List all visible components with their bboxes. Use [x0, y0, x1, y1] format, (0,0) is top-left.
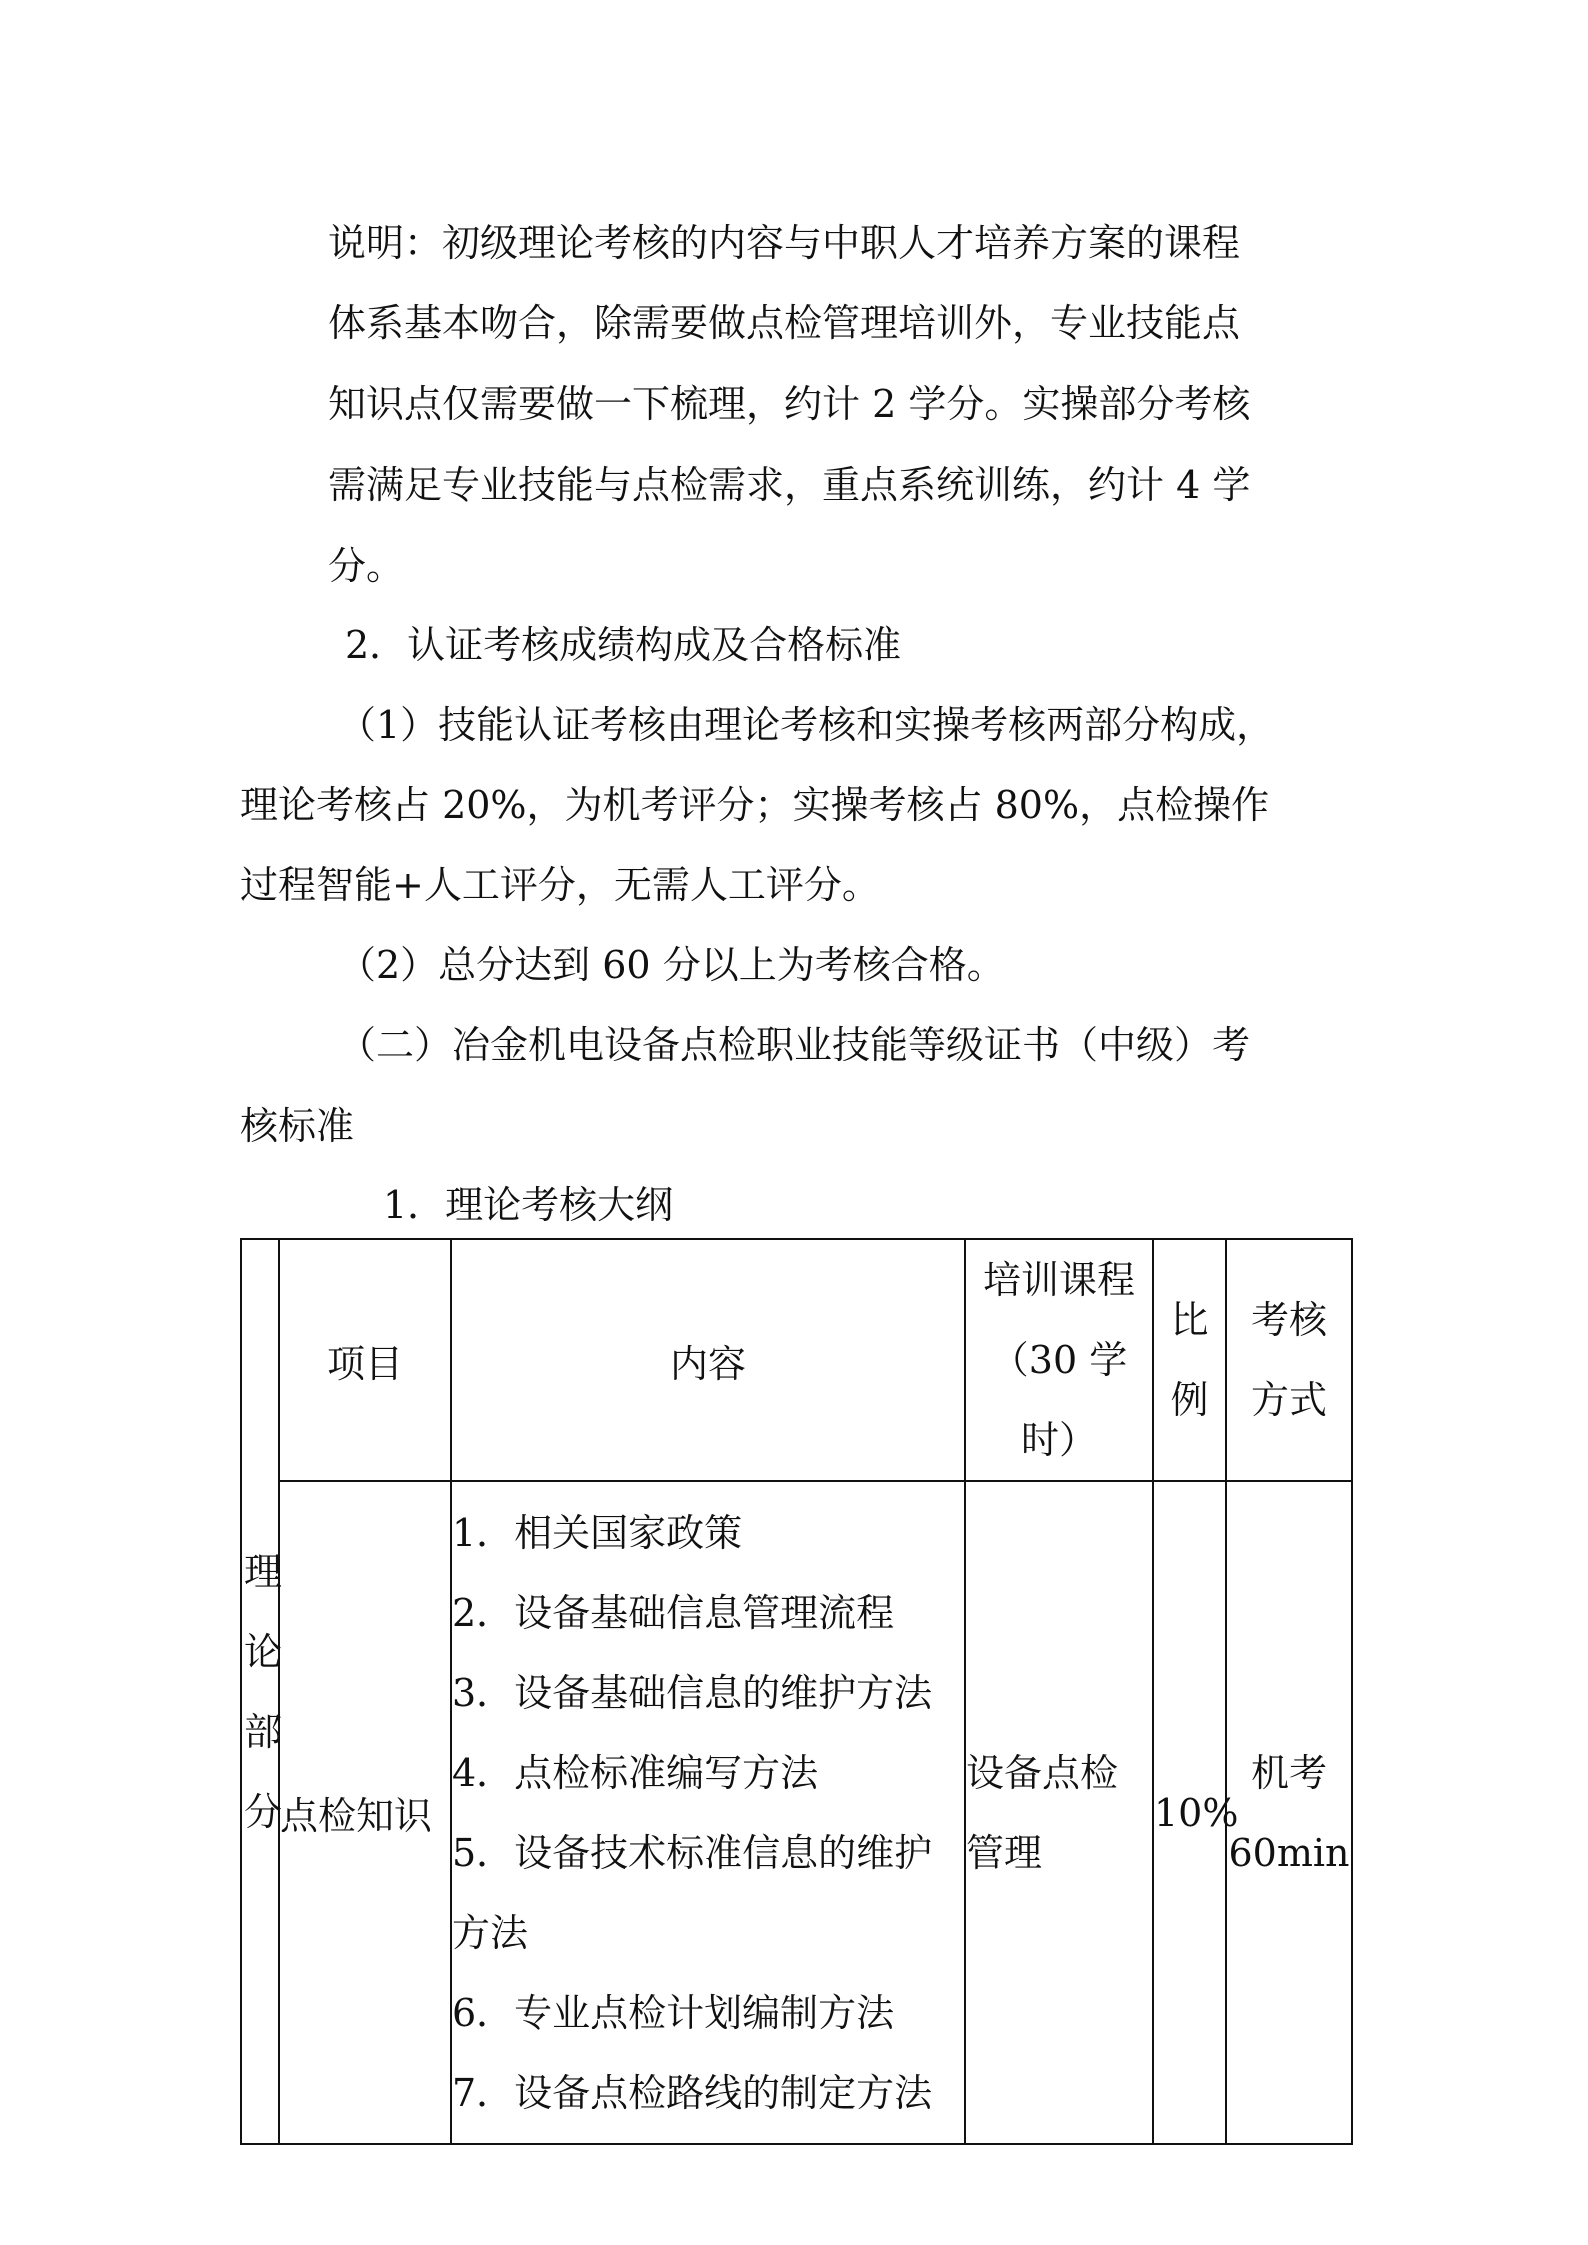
section-label: 理论部分	[244, 1549, 283, 1834]
method-cell	[1226, 1481, 1352, 2144]
content-list	[452, 1493, 964, 2133]
content-item: 方法	[452, 1910, 529, 1955]
header-course-line1: 培训课程	[982, 1258, 1135, 1302]
content-item: 5．设备技术标准信息的维护	[452, 1830, 933, 1875]
paragraph-line: 分。	[328, 544, 405, 588]
content-item: 2．设备基础信息管理流程	[452, 1590, 895, 1635]
header-ratio-line2: 例	[1170, 1378, 1209, 1422]
header-ratio	[1153, 1239, 1226, 1481]
content-item: 3．设备基础信息的维护方法	[452, 1670, 933, 1715]
header-method-line2: 方式	[1250, 1378, 1327, 1422]
paragraph-line: 过程智能+人工评分，无需人工评分。	[240, 863, 880, 907]
section-heading: （二）冶金机电设备点检职业技能等级证书（中级）考	[338, 1023, 1251, 1067]
header-item	[279, 1239, 451, 1481]
paragraph-line: 说明：初级理论考核的内容与中职人才培养方案的课程	[328, 221, 1241, 265]
header-course	[965, 1239, 1153, 1481]
course-line1: 设备点检	[966, 1750, 1119, 1795]
paragraph-line: 体系基本吻合，除需要做点检管理培训外，专业技能点	[328, 301, 1241, 345]
content-item: 7．设备点检路线的制定方法	[452, 2070, 933, 2115]
item-text: 点检知识	[280, 1794, 433, 1838]
content-item: 4．点检标准编写方法	[452, 1750, 819, 1795]
method-line2: 60min	[1228, 1830, 1350, 1875]
header-method-line1: 考核	[1250, 1298, 1327, 1342]
paragraph-line: 理论考核占 20%，为机考评分；实操考核占 80%，点检操作	[240, 783, 1270, 827]
ratio-text: 10%	[1154, 1790, 1239, 1835]
theory-outline-table	[240, 1238, 1353, 2145]
section-cell	[241, 1239, 283, 2144]
paragraph-line: 知识点仅需要做一下梳理，约计 2 学分。实操部分考核	[328, 382, 1251, 426]
content-cell	[451, 1481, 965, 2144]
content-item: 1．相关国家政策	[452, 1510, 743, 1555]
table-caption: 1．理论考核大纲	[383, 1183, 674, 1227]
table-row	[241, 1481, 1352, 2144]
method-line1: 机考	[1250, 1750, 1327, 1795]
paragraph-line: （2）总分达到 60 分以上为考核合格。	[338, 943, 1005, 987]
ratio-cell	[1153, 1481, 1239, 2144]
header-course-line2: （30 学时）	[990, 1338, 1128, 1462]
section-heading: 2．认证考核成绩构成及合格标准	[345, 623, 902, 667]
header-content	[451, 1239, 965, 1481]
header-content-text: 内容	[669, 1341, 746, 1386]
paragraph-line: 需满足专业技能与点检需求，重点系统训练，约计 4 学	[328, 463, 1251, 507]
content-item: 6．专业点检计划编制方法	[452, 1990, 895, 2035]
header-ratio-line1: 比	[1170, 1298, 1209, 1342]
item-cell	[279, 1481, 451, 2144]
header-method	[1226, 1239, 1352, 1481]
paragraph-line: （1）技能认证考核由理论考核和实操考核两部分构成，	[338, 703, 1275, 747]
course-line2: 管理	[966, 1830, 1043, 1875]
table-header-row	[241, 1239, 1352, 1481]
course-cell	[965, 1481, 1153, 2144]
header-item-text: 项目	[326, 1341, 403, 1386]
section-heading: 核标准	[240, 1104, 355, 1148]
